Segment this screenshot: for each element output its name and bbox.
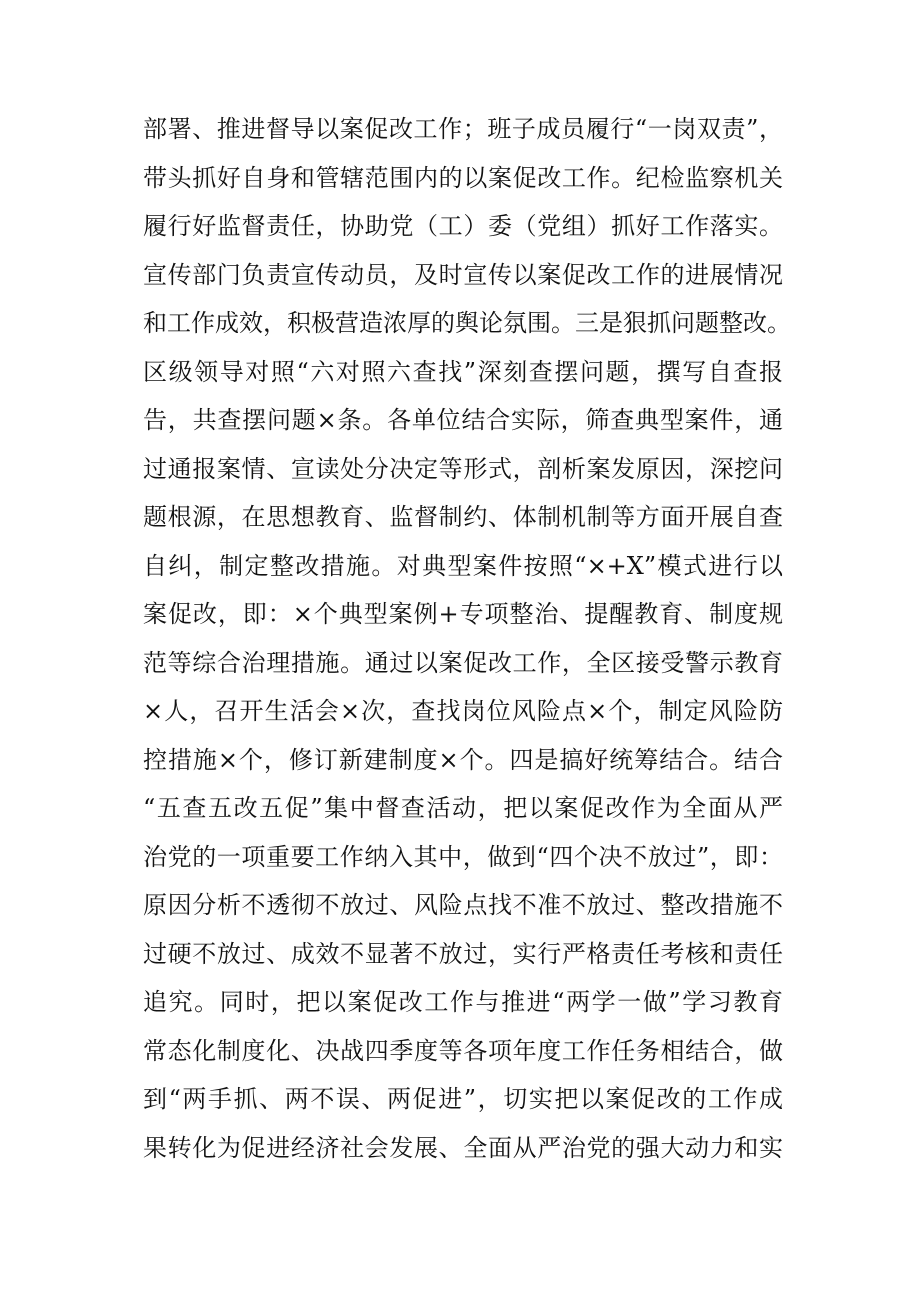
- text-line: 果转化为促进经济社会发展、全面从严治党的强大动力和实: [143, 1133, 783, 1162]
- text-line: “五查五改五促”集中督查活动，把以案促改作为全面从严: [143, 794, 783, 822]
- text-line: 原因分析不透彻不放过、风险点找不准不放过、整改措施不: [143, 891, 783, 919]
- text-line: ×人，召开生活会×次，查找岗位风险点×个，制定风险防: [143, 697, 783, 725]
- text-line: 自纠，制定整改措施。对典型案件按照“×+X”模式进行以: [143, 551, 783, 580]
- text-line: 过通报案情、宣读处分决定等形式，剖析案发原因，深挖问: [143, 454, 783, 483]
- text-line: 案促改，即：×个典型案例+专项整治、提醒教育、制度规: [143, 600, 783, 628]
- body-paragraph: [143, 105, 791, 1172]
- text-line: 宣传部门负责宣传动员，及时宣传以案促改工作的进展情况: [143, 260, 783, 289]
- text-line: 带头抓好自身和管辖范围内的以案促改工作。纪检监察机关: [143, 163, 783, 192]
- text-line: 题根源，在思想教育、监督制约、体制机制等方面开展自查: [143, 503, 783, 531]
- text-line: 常态化制度化、决战四季度等各项年度工作任务相结合，做: [143, 1036, 783, 1065]
- text-line: 过硬不放过、成效不显著不放过，实行严格责任考核和责任: [143, 939, 783, 968]
- text-line: 控措施×个，修订新建制度×个。四是搞好统筹结合。结合: [143, 745, 783, 774]
- text-line: 到“两手抓、两不误、两促进”，切实把以案促改的工作成: [143, 1085, 783, 1113]
- text-line: 履行好监督责任，协助党（工）委（党组）抓好工作落实。: [143, 212, 783, 240]
- text-line: 范等综合治理措施。通过以案促改工作，全区接受警示教育: [143, 648, 783, 677]
- text-line: 治党的一项重要工作纳入其中，做到“四个决不放过”，即：: [143, 842, 783, 871]
- text-line: 部署、推进督导以案促改工作；班子成员履行“一岗双责”，: [143, 115, 783, 143]
- text-line: 区级领导对照“六对照六查找”深刻查摆问题，撰写自查报: [143, 357, 783, 386]
- text-line: 追究。同时，把以案促改工作与推进“两学一做”学习教育: [143, 988, 783, 1016]
- text-line: 和工作成效，积极营造浓厚的舆论氛围。三是狠抓问题整改。: [143, 309, 791, 337]
- text-line: 告，共查摆问题×条。各单位结合实际，筛查典型案件，通: [143, 406, 783, 434]
